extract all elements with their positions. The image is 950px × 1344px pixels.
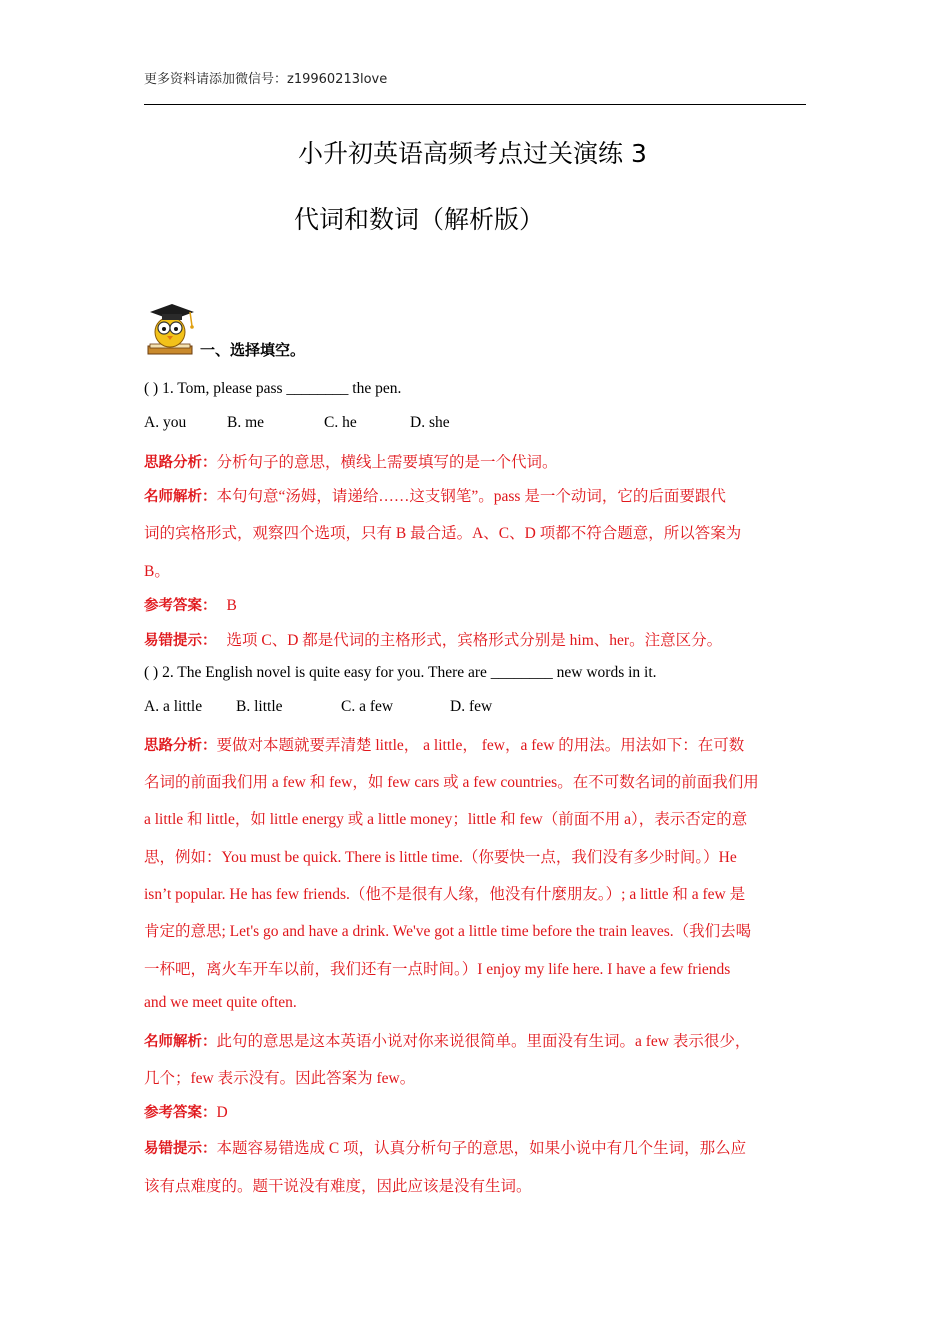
header-note: 更多资料请添加微信号：z19960213love [144, 72, 388, 87]
answer-value: B [226, 597, 237, 614]
tip-label: 易错提示： [144, 1141, 217, 1157]
analysis-text: 要做对本题就要弄清楚 little， a little， few，a few 的用法。用法如下：在可数 [216, 737, 745, 754]
question-2-analysis-line-8: and we meet quite often. [144, 994, 297, 1011]
teacher-label: 名师解析： [144, 1034, 217, 1050]
option-a: A. you [144, 414, 187, 431]
question-2-teacher-line-2: 几个；few 表示没有。因此答案为 few。 [144, 1070, 416, 1087]
question-2-analysis-line-6: 肯定的意思; Let's go and have a drink. We've got a little time before the train leaves.（我们去喝 [144, 923, 752, 940]
answer-value: D [216, 1104, 228, 1121]
analysis-label: 思路分析： [144, 455, 217, 471]
section-heading: 一、选择填空。 [200, 341, 306, 359]
question-2-teacher-line-1 [144, 1029, 750, 1051]
tip-text: 选项 C、D 都是代词的主格形式，宾格形式分别是 him、her。注意区分。 [226, 632, 723, 649]
question-2-analysis-line-5: isn’t popular. He has few friends.（他不是很有人缘，他没有什麼朋友。）; a little 和 a few 是 [144, 886, 746, 903]
question-2-analysis-line-7: 一杯吧，离火车开车以前，我们还有一点时间。）I enjoy my life here. I have a few friends [144, 961, 731, 978]
graduate-owl-icon [142, 300, 198, 358]
tip-label: 易错提示： [144, 633, 217, 649]
teacher-text: 此句的意思是这本英语小说对你来说很简单。里面没有生词。a few 表示很少， [216, 1033, 751, 1050]
question-2-answer [144, 1101, 228, 1122]
page-title: 小升初英语高频考点过关演练 3 [298, 139, 647, 168]
question-1-answer [144, 594, 237, 615]
option-a: A. a little [144, 698, 203, 715]
question-2-analysis-line-4: 思，例如：You must be quick. There is little time.（你要快一点，我们没有多少时间。）He [144, 849, 737, 866]
question-2-analysis-line-2: 名词的前面我们用 a few 和 few，如 few cars 或 a few countries。在不可数名词的前面我们用 [144, 774, 759, 791]
option-b: B. little [236, 698, 283, 715]
option-c: C. he [324, 414, 357, 431]
answer-label: 参考答案： [144, 1105, 217, 1121]
question-2-options [144, 698, 492, 716]
question-2-stem: ( ) 2. The English novel is quite easy for you. There are ________ new words in it. [144, 664, 657, 681]
question-1-teacher-line-3: B。 [144, 563, 170, 580]
question-1-options [144, 414, 450, 432]
question-1-teacher-line-1 [144, 484, 726, 506]
question-1-tip [144, 628, 722, 650]
option-b: B. me [227, 414, 265, 431]
teacher-text: 本句句意“汤姆，请递给……这支钢笔”。pass 是一个动词，它的后面要跟代 [216, 488, 726, 505]
question-1-teacher-line-2: 词的宾格形式，观察四个选项，只有 B 最合适。A、C、D 项都不符合题意，所以答案为 [144, 525, 742, 542]
question-2-tip-line-2: 该有点难度的。题干说没有难度，因此应该是没有生词。 [144, 1178, 532, 1195]
question-2-analysis-line-1 [144, 733, 744, 755]
teacher-label: 名师解析： [144, 489, 217, 505]
option-d: D. she [410, 414, 450, 431]
analysis-text: 分析句子的意思，横线上需要填写的是一个代词。 [216, 454, 558, 471]
question-1-analysis [144, 450, 558, 472]
option-c: C. a few [341, 698, 394, 715]
question-2-analysis-line-3: a little 和 little，如 little energy 或 a little money；little 和 few（前面不用 a），表示否定的意 [144, 811, 748, 828]
header-divider [144, 104, 806, 105]
analysis-label: 思路分析： [144, 738, 217, 754]
page-subtitle: 代词和数词（解析版） [294, 205, 545, 234]
question-1-stem: ( ) 1. Tom, please pass ________ the pen. [144, 380, 402, 397]
tip-text: 本题容易错选成 C 项，认真分析句子的意思，如果小说中有几个生词，那么应 [216, 1140, 747, 1157]
question-2-tip-line-1 [144, 1136, 746, 1158]
option-d: D. few [450, 698, 493, 715]
answer-label: 参考答案： [144, 598, 217, 614]
